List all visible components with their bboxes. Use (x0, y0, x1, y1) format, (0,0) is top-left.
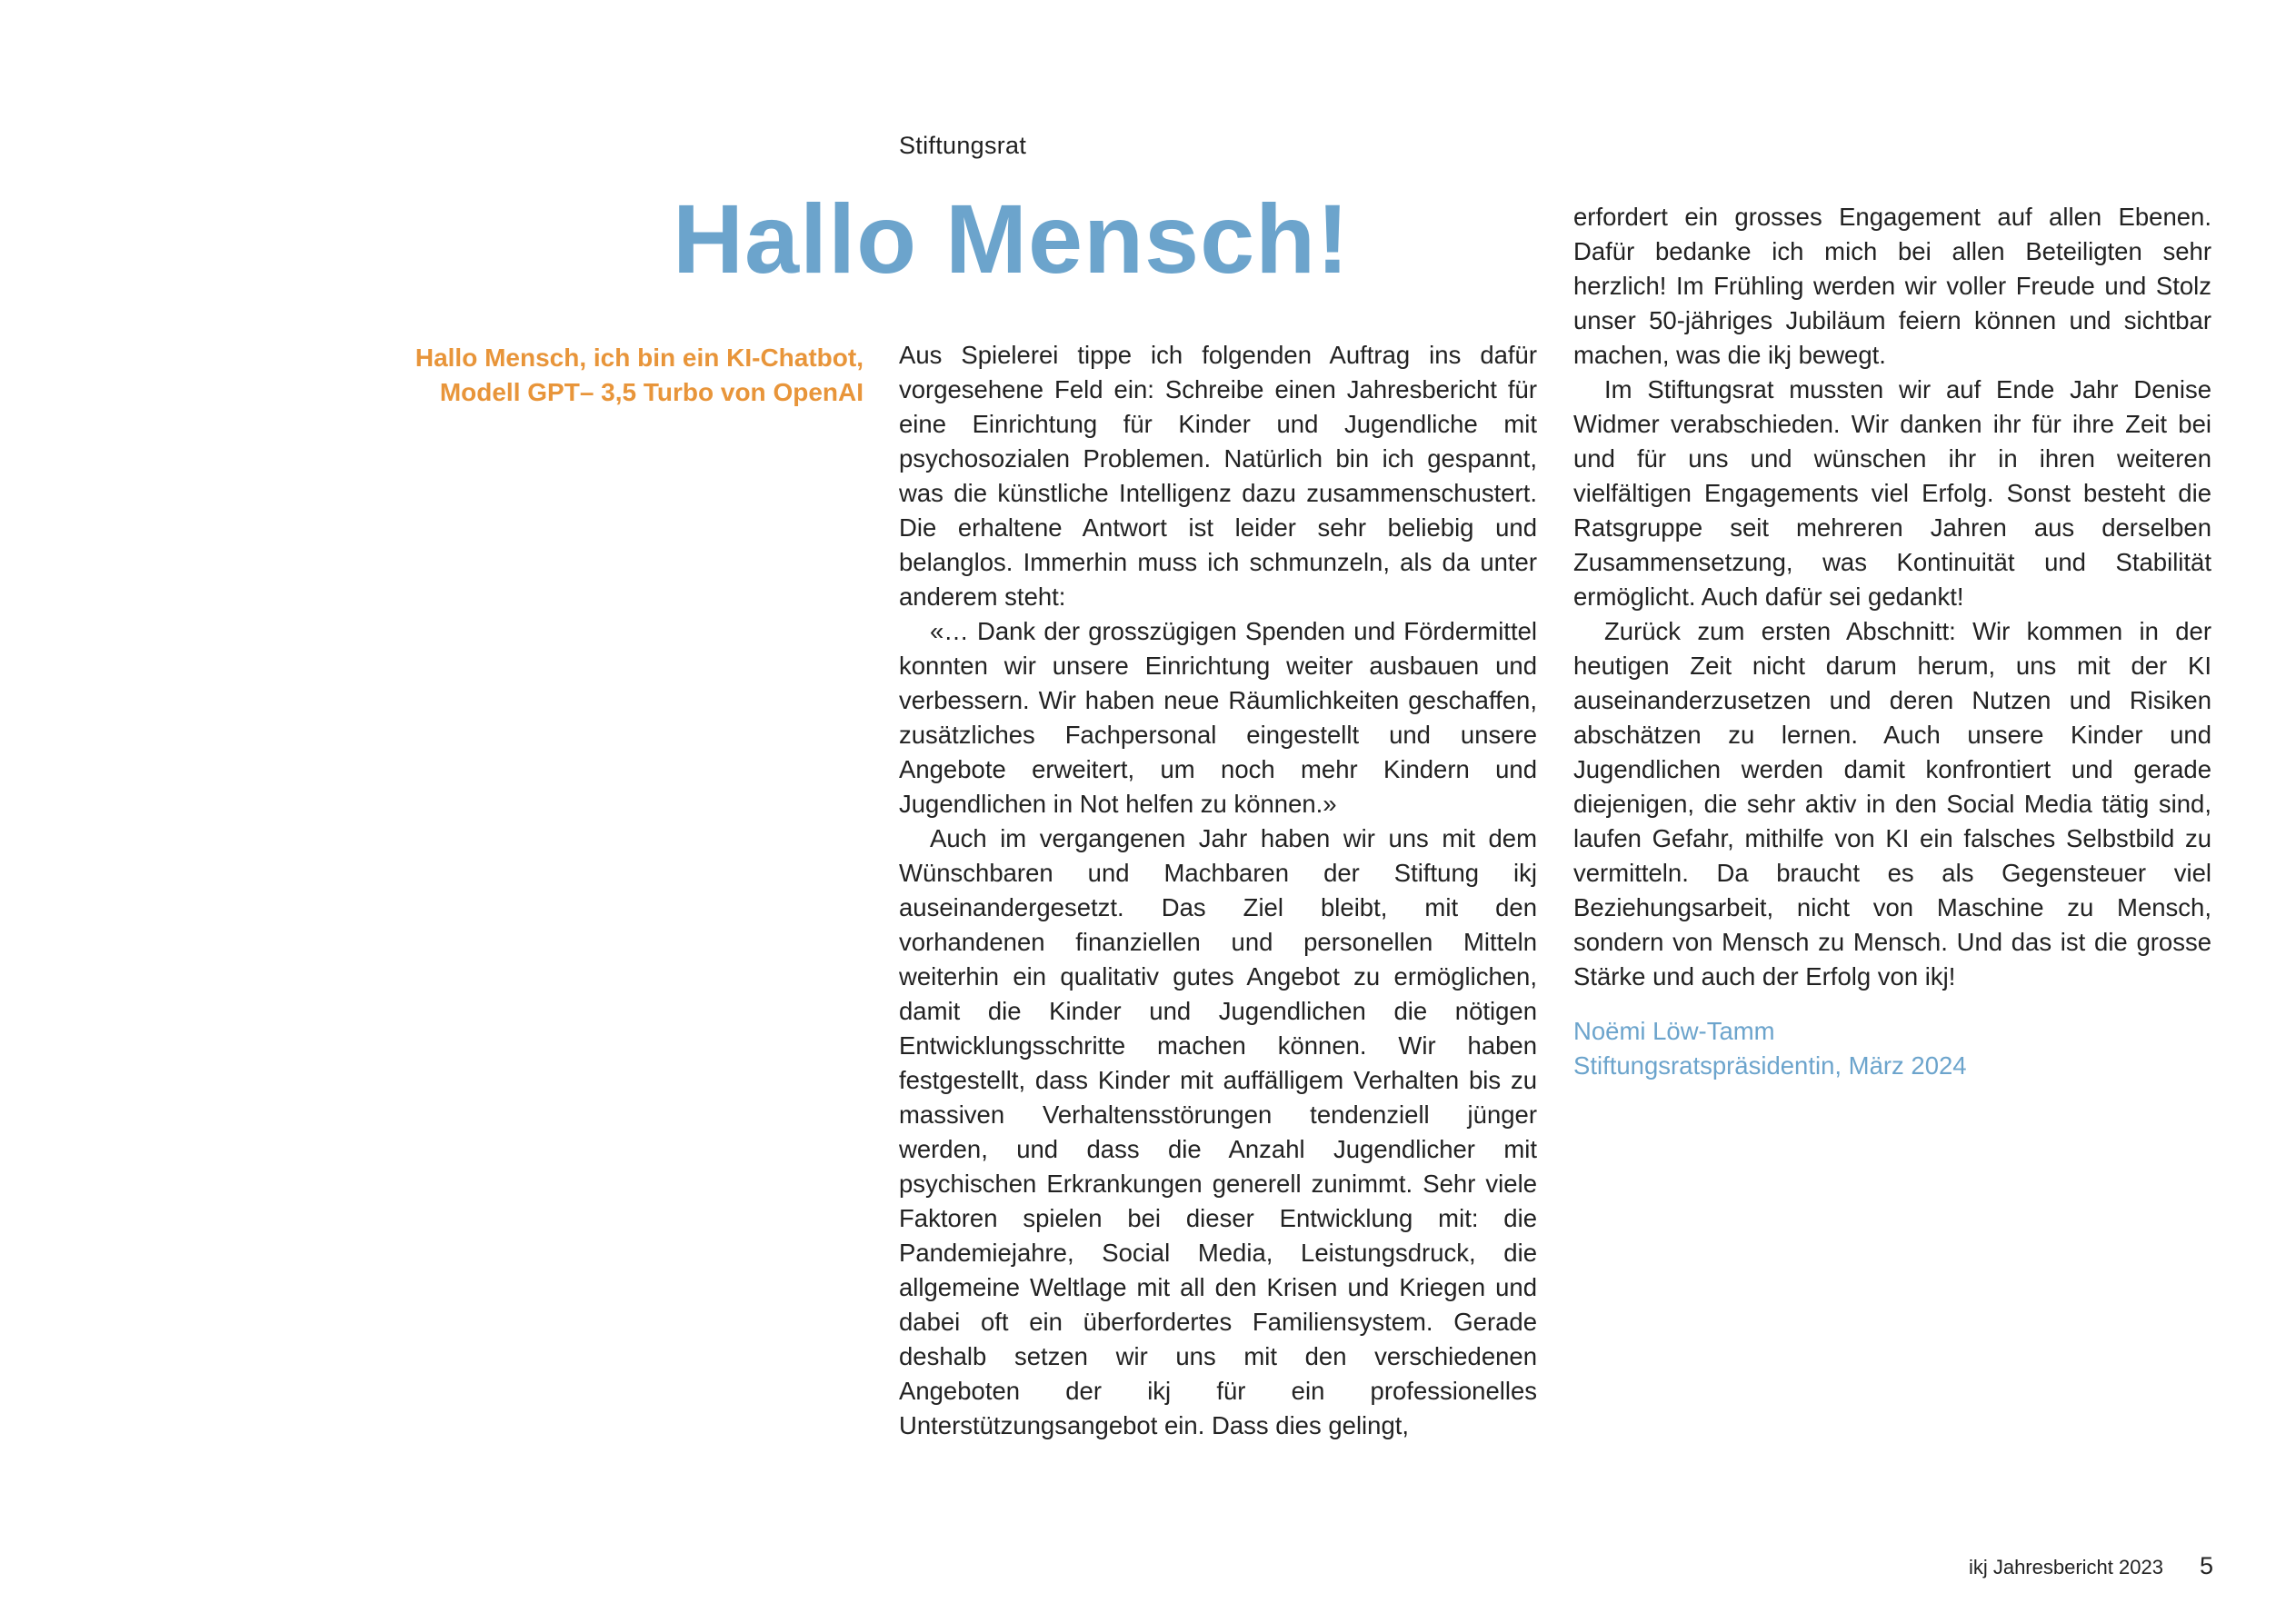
paragraph-year-review: Auch im vergangenen Jahr haben wir uns mit dem Wünschbaren und Machbaren der Stiftung ikj auseinandergesetzt. Das Ziel bleibt, mit den vorhandenen finanziellen und personellen Mitteln weiterhin ein qualitativ gutes Angebot zu ermöglichen, damit die Kinder und Jugendlichen die nötigen Entwicklungsschritte machen können. Wir haben festgestellt, dass Kinder mit auffälligem Verhalten bis zu massiven Verhaltensstörungen tendenziell jünger werden, und dass die Anzahl Jugendlicher mit psychischen Erkrankungen generell zunimmt. Sehr viele Faktoren spielen bei dieser Entwicklung mit: die Pandemiejahre, Social Media, Leistungsdruck, die allgemeine Weltlage mit all den Krisen und Kriegen und dabei oft ein überfordertes Familiensystem. Gerade deshalb setzen wir uns mit den verschiedenen Angeboten der ikj für ein professionelles Unterstützungsangebot ein. Dass dies gelingt, (899, 824, 1537, 1439)
paragraph-conclusion: Zurück zum ersten Abschnitt: Wir kommen in der heutigen Zeit nicht darum herum, uns mit der KI auseinanderzusetzen und deren Nutzen und Risiken abschätzen zu lernen. Auch unsere Kinder und Jugendlichen werden damit konfrontiert und gerade diejenigen, die sehr aktiv in den Social Media tätig sind, laufen Gefahr, mithilfe von KI ein falsches Selbstbild zu vermitteln. Da braucht es als Gegensteuer viel Beziehungsarbeit, nicht von Maschine zu Mensch, sondern von Mensch zu Mensch. Und das ist die grosse Stärke und auch der Erfolg von ikj! (1573, 617, 2211, 991)
text-column-left (899, 338, 1537, 1443)
side-note-line-1: Hallo Mensch, ich bin ein KI-Chatbot, (414, 344, 863, 372)
text-column-right (1573, 200, 2211, 1083)
paragraph-board: Im Stiftungsrat mussten wir auf Ende Jahr Denise Widmer verabschieden. Wir danken ihr für ihre Zeit bei und für uns und wünschen ihr in ihren weiteren vielfältigen Engagements viel Erfolg. Sonst besteht die Ratsgruppe seit mehreren Jahren aus derselben Zusammensetzung, was Kontinuität und Stabilität ermöglicht. Auch dafür sei gedankt! (1573, 375, 2211, 611)
signature (1573, 1014, 2211, 1083)
section-label: Stiftungsrat (899, 132, 1027, 159)
signature-role: Stiftungsratspräsidentin, März 2024 (1573, 1051, 1967, 1080)
paragraph-engagement: erfordert ein grosses Engagement auf allen Ebenen. Dafür bedanke ich mich bei allen Beteiligten sehr herzlich! Im Frühling werden wir voller Freude und Stolz unser 50-jähriges Jubiläum feiern können und sichtbar machen, was die ikj bewegt. (1573, 203, 2211, 369)
footer-publication: ikj Jahresbericht 2023 (1968, 1556, 2163, 1578)
signature-name: Noëmi Löw-Tamm (1573, 1017, 1775, 1045)
page-footer (1727, 1552, 2213, 1580)
side-note (273, 341, 863, 410)
page-number: 5 (2199, 1552, 2213, 1579)
side-note-line-2: Modell GPT– 3,5 Turbo von OpenAI (439, 378, 863, 406)
page-title: Hallo Mensch! (673, 184, 1351, 294)
paragraph-intro: Aus Spielerei tippe ich folgenden Auftrag ins dafür vorgesehene Feld ein: Schreibe einen Jahresbericht für eine Einrichtung für Kinder und Jugendliche mit psychosozialen Problemen. Natürlich bin ich gespannt, was die künstliche Intelligenz dazu zusammenschustert. Die erhaltene Antwort ist leider sehr beliebig und belanglos. Immerhin muss ich schmunzeln, als da unter anderem steht: (899, 341, 1537, 611)
paragraph-quote: «… Dank der grosszügigen Spenden und Fördermittel konnten wir unsere Einrichtung weiter ausbauen und verbessern. Wir haben neue Räumlichkeiten geschaffen, zusätzliches Fachpersonal eingestellt und unsere Angebote erweitert, um noch mehr Kindern und Jugendlichen in Not helfen zu können.» (899, 617, 1537, 818)
